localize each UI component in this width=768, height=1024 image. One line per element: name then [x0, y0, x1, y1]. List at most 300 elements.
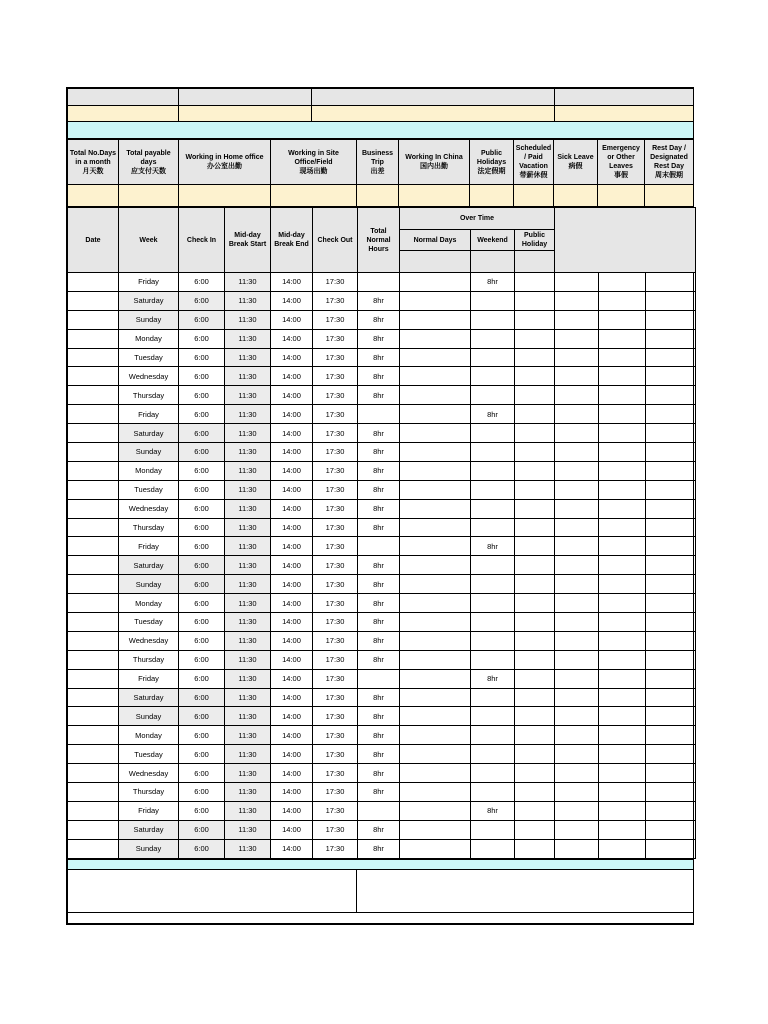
ot-weekend-cell[interactable]: 8hr — [471, 537, 515, 556]
extra-cell[interactable] — [555, 801, 599, 820]
ot-weekend-cell[interactable] — [471, 650, 515, 669]
break-end-cell[interactable]: 14:00 — [271, 764, 313, 783]
date-cell[interactable] — [68, 764, 119, 783]
extra-cell[interactable] — [599, 801, 646, 820]
extra-cell[interactable] — [599, 273, 646, 292]
extra-cell[interactable] — [555, 499, 599, 518]
date-cell[interactable] — [68, 801, 119, 820]
check-out-cell[interactable]: 17:30 — [313, 461, 358, 480]
break-end-cell[interactable]: 14:00 — [271, 443, 313, 462]
break-start-cell[interactable]: 11:30 — [225, 329, 271, 348]
check-out-cell[interactable]: 17:30 — [313, 613, 358, 632]
break-start-cell[interactable]: 11:30 — [225, 764, 271, 783]
extra-cell[interactable] — [646, 386, 696, 405]
extra-cell[interactable] — [555, 329, 599, 348]
total-hours-cell[interactable]: 8hr — [358, 310, 400, 329]
date-cell[interactable] — [68, 310, 119, 329]
ot-public-holiday-cell[interactable] — [515, 480, 555, 499]
week-cell[interactable]: Saturday — [119, 820, 179, 839]
date-cell[interactable] — [68, 669, 119, 688]
ot-weekend-cell[interactable] — [471, 764, 515, 783]
extra-cell[interactable] — [599, 669, 646, 688]
check-out-cell[interactable]: 17:30 — [313, 499, 358, 518]
ot-public-holiday-cell[interactable] — [515, 556, 555, 575]
break-start-cell[interactable]: 11:30 — [225, 726, 271, 745]
ot-normal-cell[interactable] — [400, 783, 471, 802]
extra-cell[interactable] — [555, 669, 599, 688]
check-out-cell[interactable]: 17:30 — [313, 443, 358, 462]
ot-normal-cell[interactable] — [400, 424, 471, 443]
check-out-cell[interactable]: 17:30 — [313, 783, 358, 802]
date-cell[interactable] — [68, 839, 119, 858]
ot-weekend-cell[interactable]: 8hr — [471, 405, 515, 424]
check-in-cell[interactable]: 6:00 — [179, 329, 225, 348]
check-in-cell[interactable]: 6:00 — [179, 820, 225, 839]
break-start-cell[interactable]: 11:30 — [225, 386, 271, 405]
check-in-cell[interactable]: 6:00 — [179, 745, 225, 764]
extra-cell[interactable] — [646, 499, 696, 518]
extra-cell[interactable] — [646, 443, 696, 462]
ot-normal-cell[interactable] — [400, 499, 471, 518]
total-hours-cell[interactable]: 8hr — [358, 650, 400, 669]
extra-cell[interactable] — [646, 424, 696, 443]
break-end-cell[interactable]: 14:00 — [271, 310, 313, 329]
summary-value-cell[interactable] — [514, 185, 554, 207]
date-cell[interactable] — [68, 405, 119, 424]
ot-weekend-cell[interactable] — [471, 461, 515, 480]
break-end-cell[interactable]: 14:00 — [271, 518, 313, 537]
extra-cell[interactable] — [555, 575, 599, 594]
week-cell[interactable]: Saturday — [119, 291, 179, 310]
break-end-cell[interactable]: 14:00 — [271, 669, 313, 688]
extra-cell[interactable] — [646, 783, 696, 802]
break-end-cell[interactable]: 14:00 — [271, 367, 313, 386]
date-cell[interactable] — [68, 575, 119, 594]
ot-normal-cell[interactable] — [400, 348, 471, 367]
extra-cell[interactable] — [646, 669, 696, 688]
extra-cell[interactable] — [646, 461, 696, 480]
extra-cell[interactable] — [599, 537, 646, 556]
check-in-cell[interactable]: 6:00 — [179, 669, 225, 688]
total-hours-cell[interactable]: 8hr — [358, 461, 400, 480]
total-hours-cell[interactable]: 8hr — [358, 424, 400, 443]
extra-cell[interactable] — [646, 801, 696, 820]
ot-public-holiday-cell[interactable] — [515, 499, 555, 518]
ot-public-holiday-cell[interactable] — [515, 669, 555, 688]
info-cell[interactable] — [68, 106, 179, 122]
extra-cell[interactable] — [646, 764, 696, 783]
break-end-cell[interactable]: 14:00 — [271, 745, 313, 764]
extra-cell[interactable] — [646, 329, 696, 348]
extra-cell[interactable] — [646, 291, 696, 310]
break-start-cell[interactable]: 11:30 — [225, 367, 271, 386]
extra-cell[interactable] — [599, 518, 646, 537]
break-end-cell[interactable]: 14:00 — [271, 575, 313, 594]
total-hours-cell[interactable]: 8hr — [358, 783, 400, 802]
date-cell[interactable] — [68, 424, 119, 443]
ot-weekend-cell[interactable] — [471, 480, 515, 499]
week-cell[interactable]: Thursday — [119, 650, 179, 669]
extra-cell[interactable] — [555, 518, 599, 537]
break-start-cell[interactable]: 11:30 — [225, 348, 271, 367]
check-in-cell[interactable]: 6:00 — [179, 386, 225, 405]
summary-value-cell[interactable] — [598, 185, 645, 207]
ot-normal-cell[interactable] — [400, 745, 471, 764]
info-cell[interactable] — [312, 89, 555, 106]
ot-normal-cell[interactable] — [400, 405, 471, 424]
ot-public-holiday-cell[interactable] — [515, 386, 555, 405]
ot-public-holiday-cell[interactable] — [515, 367, 555, 386]
check-in-cell[interactable]: 6:00 — [179, 367, 225, 386]
week-cell[interactable]: Monday — [119, 594, 179, 613]
week-cell[interactable]: Sunday — [119, 707, 179, 726]
ot-public-holiday-cell[interactable] — [515, 688, 555, 707]
check-in-cell[interactable]: 6:00 — [179, 537, 225, 556]
extra-cell[interactable] — [555, 386, 599, 405]
ot-public-holiday-cell[interactable] — [515, 783, 555, 802]
extra-cell[interactable] — [646, 688, 696, 707]
ot-normal-cell[interactable] — [400, 688, 471, 707]
extra-cell[interactable] — [599, 631, 646, 650]
check-out-cell[interactable]: 17:30 — [313, 310, 358, 329]
extra-cell[interactable] — [555, 783, 599, 802]
extra-cell[interactable] — [599, 613, 646, 632]
ot-weekend-cell[interactable] — [471, 783, 515, 802]
week-cell[interactable]: Thursday — [119, 386, 179, 405]
week-cell[interactable]: Sunday — [119, 839, 179, 858]
extra-cell[interactable] — [555, 424, 599, 443]
ot-normal-cell[interactable] — [400, 556, 471, 575]
check-out-cell[interactable]: 17:30 — [313, 273, 358, 292]
break-end-cell[interactable]: 14:00 — [271, 839, 313, 858]
break-start-cell[interactable]: 11:30 — [225, 291, 271, 310]
extra-cell[interactable] — [555, 556, 599, 575]
extra-cell[interactable] — [646, 310, 696, 329]
total-hours-cell[interactable]: 8hr — [358, 594, 400, 613]
check-out-cell[interactable]: 17:30 — [313, 291, 358, 310]
break-end-cell[interactable]: 14:00 — [271, 537, 313, 556]
date-cell[interactable] — [68, 480, 119, 499]
extra-cell[interactable] — [646, 575, 696, 594]
week-cell[interactable]: Thursday — [119, 783, 179, 802]
date-cell[interactable] — [68, 461, 119, 480]
info-cell[interactable] — [179, 106, 312, 122]
extra-cell[interactable] — [599, 594, 646, 613]
date-cell[interactable] — [68, 348, 119, 367]
ot-public-holiday-cell[interactable] — [515, 310, 555, 329]
check-out-cell[interactable]: 17:30 — [313, 537, 358, 556]
ot-public-holiday-cell[interactable] — [515, 801, 555, 820]
check-out-cell[interactable]: 17:30 — [313, 348, 358, 367]
extra-cell[interactable] — [646, 650, 696, 669]
check-in-cell[interactable]: 6:00 — [179, 518, 225, 537]
ot-public-holiday-cell[interactable] — [515, 443, 555, 462]
date-cell[interactable] — [68, 688, 119, 707]
extra-cell[interactable] — [646, 518, 696, 537]
extra-cell[interactable] — [599, 461, 646, 480]
summary-value-cell[interactable] — [554, 185, 598, 207]
check-in-cell[interactable]: 6:00 — [179, 443, 225, 462]
check-in-cell[interactable]: 6:00 — [179, 461, 225, 480]
total-hours-cell[interactable]: 8hr — [358, 726, 400, 745]
check-in-cell[interactable]: 6:00 — [179, 783, 225, 802]
extra-cell[interactable] — [646, 594, 696, 613]
check-in-cell[interactable]: 6:00 — [179, 707, 225, 726]
date-cell[interactable] — [68, 820, 119, 839]
break-start-cell[interactable]: 11:30 — [225, 669, 271, 688]
week-cell[interactable]: Sunday — [119, 310, 179, 329]
extra-cell[interactable] — [599, 726, 646, 745]
total-hours-cell[interactable]: 8hr — [358, 745, 400, 764]
check-out-cell[interactable]: 17:30 — [313, 820, 358, 839]
ot-public-holiday-cell[interactable] — [515, 537, 555, 556]
date-cell[interactable] — [68, 783, 119, 802]
week-cell[interactable]: Friday — [119, 405, 179, 424]
check-in-cell[interactable]: 6:00 — [179, 273, 225, 292]
summary-value-cell[interactable] — [119, 185, 179, 207]
ot-normal-cell[interactable] — [400, 631, 471, 650]
extra-cell[interactable] — [599, 424, 646, 443]
summary-value-cell[interactable] — [645, 185, 694, 207]
total-hours-cell[interactable] — [358, 273, 400, 292]
ot-normal-cell[interactable] — [400, 329, 471, 348]
extra-cell[interactable] — [599, 839, 646, 858]
date-cell[interactable] — [68, 613, 119, 632]
extra-cell[interactable] — [555, 405, 599, 424]
week-cell[interactable]: Wednesday — [119, 631, 179, 650]
ot-weekend-cell[interactable] — [471, 839, 515, 858]
extra-cell[interactable] — [555, 348, 599, 367]
extra-cell[interactable] — [599, 291, 646, 310]
break-end-cell[interactable]: 14:00 — [271, 386, 313, 405]
break-start-cell[interactable]: 11:30 — [225, 518, 271, 537]
extra-cell[interactable] — [599, 575, 646, 594]
check-in-cell[interactable]: 6:00 — [179, 726, 225, 745]
break-end-cell[interactable]: 14:00 — [271, 726, 313, 745]
date-cell[interactable] — [68, 518, 119, 537]
ot-weekend-cell[interactable] — [471, 443, 515, 462]
extra-cell[interactable] — [599, 367, 646, 386]
check-in-cell[interactable]: 6:00 — [179, 499, 225, 518]
break-start-cell[interactable]: 11:30 — [225, 556, 271, 575]
ot-public-holiday-cell[interactable] — [515, 405, 555, 424]
break-start-cell[interactable]: 11:30 — [225, 424, 271, 443]
extra-cell[interactable] — [599, 764, 646, 783]
ot-weekend-cell[interactable] — [471, 594, 515, 613]
total-hours-cell[interactable] — [358, 537, 400, 556]
extra-cell[interactable] — [555, 367, 599, 386]
ot-normal-cell[interactable] — [400, 801, 471, 820]
extra-cell[interactable] — [599, 556, 646, 575]
week-cell[interactable]: Tuesday — [119, 745, 179, 764]
extra-cell[interactable] — [555, 820, 599, 839]
ot-public-holiday-cell[interactable] — [515, 594, 555, 613]
break-start-cell[interactable]: 11:30 — [225, 273, 271, 292]
check-out-cell[interactable]: 17:30 — [313, 726, 358, 745]
break-start-cell[interactable]: 11:30 — [225, 537, 271, 556]
check-out-cell[interactable]: 17:30 — [313, 688, 358, 707]
check-out-cell[interactable]: 17:30 — [313, 556, 358, 575]
total-hours-cell[interactable]: 8hr — [358, 367, 400, 386]
ot-normal-cell[interactable] — [400, 518, 471, 537]
ot-normal-cell[interactable] — [400, 310, 471, 329]
break-end-cell[interactable]: 14:00 — [271, 329, 313, 348]
week-cell[interactable]: Tuesday — [119, 613, 179, 632]
total-hours-cell[interactable]: 8hr — [358, 839, 400, 858]
ot-weekend-cell[interactable] — [471, 820, 515, 839]
check-out-cell[interactable]: 17:30 — [313, 839, 358, 858]
ot-normal-cell[interactable] — [400, 820, 471, 839]
break-end-cell[interactable]: 14:00 — [271, 707, 313, 726]
ot-normal-cell[interactable] — [400, 726, 471, 745]
break-end-cell[interactable]: 14:00 — [271, 405, 313, 424]
check-out-cell[interactable]: 17:30 — [313, 386, 358, 405]
ot-public-holiday-cell[interactable] — [515, 329, 555, 348]
week-cell[interactable]: Wednesday — [119, 499, 179, 518]
extra-cell[interactable] — [599, 386, 646, 405]
week-cell[interactable]: Saturday — [119, 424, 179, 443]
extra-cell[interactable] — [646, 631, 696, 650]
ot-normal-cell[interactable] — [400, 613, 471, 632]
break-start-cell[interactable]: 11:30 — [225, 613, 271, 632]
date-cell[interactable] — [68, 556, 119, 575]
extra-cell[interactable] — [555, 688, 599, 707]
break-end-cell[interactable]: 14:00 — [271, 631, 313, 650]
check-out-cell[interactable]: 17:30 — [313, 650, 358, 669]
total-hours-cell[interactable]: 8hr — [358, 291, 400, 310]
info-cell[interactable] — [555, 89, 694, 106]
remarks-box-left[interactable] — [68, 869, 357, 912]
break-start-cell[interactable]: 11:30 — [225, 405, 271, 424]
ot-weekend-cell[interactable] — [471, 631, 515, 650]
break-start-cell[interactable]: 11:30 — [225, 575, 271, 594]
check-out-cell[interactable]: 17:30 — [313, 631, 358, 650]
break-start-cell[interactable]: 11:30 — [225, 650, 271, 669]
ot-public-holiday-cell[interactable] — [515, 764, 555, 783]
extra-cell[interactable] — [599, 820, 646, 839]
extra-cell[interactable] — [599, 707, 646, 726]
check-out-cell[interactable]: 17:30 — [313, 594, 358, 613]
ot-normal-cell[interactable] — [400, 764, 471, 783]
extra-cell[interactable] — [555, 594, 599, 613]
ot-weekend-cell[interactable]: 8hr — [471, 669, 515, 688]
ot-normal-cell[interactable] — [400, 707, 471, 726]
date-cell[interactable] — [68, 329, 119, 348]
check-in-cell[interactable]: 6:00 — [179, 405, 225, 424]
ot-public-holiday-cell[interactable] — [515, 575, 555, 594]
total-hours-cell[interactable]: 8hr — [358, 764, 400, 783]
total-hours-cell[interactable] — [358, 405, 400, 424]
ot-weekend-cell[interactable] — [471, 518, 515, 537]
ot-weekend-cell[interactable] — [471, 745, 515, 764]
total-hours-cell[interactable]: 8hr — [358, 556, 400, 575]
check-in-cell[interactable]: 6:00 — [179, 424, 225, 443]
ot-public-holiday-cell[interactable] — [515, 424, 555, 443]
ot-public-holiday-cell[interactable] — [515, 631, 555, 650]
break-start-cell[interactable]: 11:30 — [225, 783, 271, 802]
week-cell[interactable]: Wednesday — [119, 764, 179, 783]
summary-value-cell[interactable] — [399, 185, 470, 207]
extra-cell[interactable] — [599, 688, 646, 707]
extra-cell[interactable] — [555, 839, 599, 858]
ot-public-holiday-cell[interactable] — [515, 348, 555, 367]
extra-cell[interactable] — [555, 631, 599, 650]
ot-normal-cell[interactable] — [400, 480, 471, 499]
ot-weekend-cell[interactable] — [471, 556, 515, 575]
extra-cell[interactable] — [646, 348, 696, 367]
check-in-cell[interactable]: 6:00 — [179, 291, 225, 310]
summary-value-cell[interactable] — [470, 185, 514, 207]
extra-cell[interactable] — [646, 556, 696, 575]
extra-cell[interactable] — [599, 310, 646, 329]
week-cell[interactable]: Wednesday — [119, 367, 179, 386]
break-start-cell[interactable]: 11:30 — [225, 839, 271, 858]
break-start-cell[interactable]: 11:30 — [225, 745, 271, 764]
total-hours-cell[interactable]: 8hr — [358, 820, 400, 839]
extra-cell[interactable] — [646, 839, 696, 858]
extra-cell[interactable] — [599, 745, 646, 764]
check-in-cell[interactable]: 6:00 — [179, 650, 225, 669]
ot-normal-cell[interactable] — [400, 650, 471, 669]
check-out-cell[interactable]: 17:30 — [313, 480, 358, 499]
check-out-cell[interactable]: 17:30 — [313, 518, 358, 537]
break-end-cell[interactable]: 14:00 — [271, 783, 313, 802]
week-cell[interactable]: Monday — [119, 461, 179, 480]
total-hours-cell[interactable] — [358, 801, 400, 820]
check-in-cell[interactable]: 6:00 — [179, 613, 225, 632]
break-start-cell[interactable]: 11:30 — [225, 820, 271, 839]
total-hours-cell[interactable]: 8hr — [358, 386, 400, 405]
ot-normal-cell[interactable] — [400, 594, 471, 613]
week-cell[interactable]: Sunday — [119, 443, 179, 462]
extra-cell[interactable] — [646, 367, 696, 386]
ot-normal-cell[interactable] — [400, 537, 471, 556]
total-hours-cell[interactable]: 8hr — [358, 499, 400, 518]
extra-cell[interactable] — [555, 480, 599, 499]
extra-cell[interactable] — [646, 820, 696, 839]
ot-normal-cell[interactable] — [400, 273, 471, 292]
total-hours-cell[interactable]: 8hr — [358, 480, 400, 499]
extra-cell[interactable] — [599, 499, 646, 518]
date-cell[interactable] — [68, 499, 119, 518]
break-start-cell[interactable]: 11:30 — [225, 499, 271, 518]
summary-value-cell[interactable] — [68, 185, 119, 207]
break-end-cell[interactable]: 14:00 — [271, 291, 313, 310]
ot-weekend-cell[interactable] — [471, 499, 515, 518]
extra-cell[interactable] — [599, 783, 646, 802]
check-in-cell[interactable]: 6:00 — [179, 575, 225, 594]
week-cell[interactable]: Tuesday — [119, 348, 179, 367]
check-in-cell[interactable]: 6:00 — [179, 594, 225, 613]
extra-cell[interactable] — [599, 405, 646, 424]
week-cell[interactable]: Friday — [119, 273, 179, 292]
extra-cell[interactable] — [646, 273, 696, 292]
break-start-cell[interactable]: 11:30 — [225, 310, 271, 329]
extra-cell[interactable] — [555, 764, 599, 783]
check-out-cell[interactable]: 17:30 — [313, 801, 358, 820]
break-end-cell[interactable]: 14:00 — [271, 594, 313, 613]
info-cell[interactable] — [179, 89, 312, 106]
ot-weekend-cell[interactable] — [471, 348, 515, 367]
summary-value-cell[interactable] — [179, 185, 271, 207]
break-start-cell[interactable]: 11:30 — [225, 801, 271, 820]
extra-cell[interactable] — [646, 707, 696, 726]
summary-value-cell[interactable] — [271, 185, 357, 207]
check-in-cell[interactable]: 6:00 — [179, 310, 225, 329]
ot-weekend-cell[interactable] — [471, 613, 515, 632]
break-end-cell[interactable]: 14:00 — [271, 556, 313, 575]
check-in-cell[interactable]: 6:00 — [179, 348, 225, 367]
